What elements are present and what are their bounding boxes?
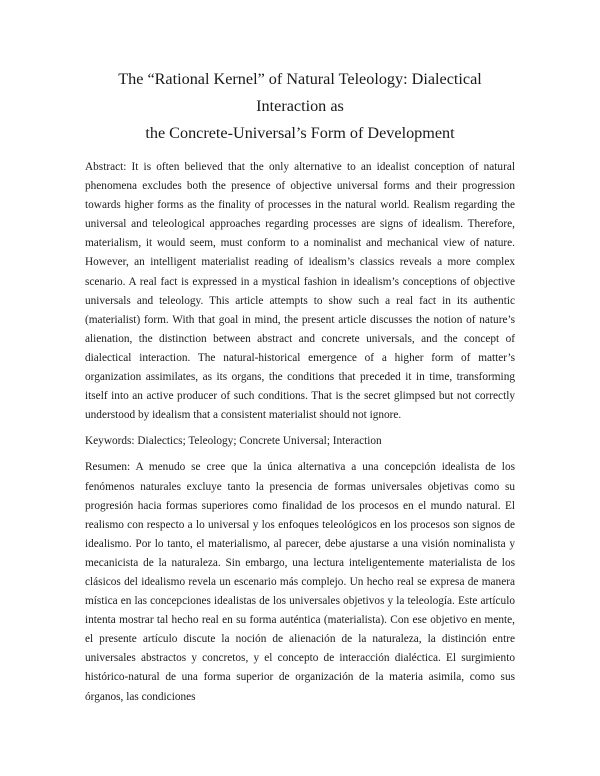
abstract-paragraph: Abstract: It is often believed that the only alternative to an idealist conception of natural phenomena excludes both the presence of objective universal forms and their progression towards higher forms as the finality of processes in the natural world. Realism regarding the universal and teleological approaches regarding processes are signs of idealism. Therefore, materialism, it would seem, must conform to a nominalist and mechanical view of nature. However, an intelligent materialist reading of idealism’s classics reveals a more complex scenario. A real fact is expressed in a mystical fashion in idealism’s conceptions of objective universals and teleology. This article attempts to show such a real fact in its authentic (materialist) form. With that goal in mind, the present article discusses the notion of nature’s alienation, the distinction between abstract and concrete universals, and the concept of dialectical interaction. The natural-historical emergence of a higher form of matter’s organization assimilates, as its organs, the conditions that preceded it in time, transforming itself into an active producer of such conditions. That is the secret glimpsed but not correctly understood by idealism that a consistent materialist should not ignore. (85, 161, 515, 422)
keywords-line: Keywords: Dialectics; Teleology; Concrete Universal; Interaction (85, 435, 382, 448)
title-line-2: the Concrete-Universal’s Form of Development (145, 124, 455, 142)
paper-title (85, 66, 515, 147)
title-line-1: The “Rational Kernel” of Natural Teleology: Dialectical Interaction as (118, 70, 482, 115)
resumen-paragraph: Resumen: A menudo se cree que la única alternativa a una concepción idealista de los fenómenos naturales excluye tanto la presencia de formas universales objetivas como su progresión hacia formas superiores como finalidad de los procesos en el mundo natural. El realismo con respecto a lo universal y los enfoques teleológicos en los procesos son signos de idealismo. Por lo tanto, el materialismo, al parecer, debe ajustarse a una visión nominalista y mecanicista de la naturaleza. Sin embargo, una lectura inteligentemente materialista de los clásicos del idealismo revela un escenario más complejo. Un hecho real se expresa de manera mística en las concepciones idealistas de los universales objetivos y la teleología. Este artículo intenta mostrar tal hecho real en su forma auténtica (materialista). Con ese objetivo en mente, el presente artículo discute la noción de alienación de la naturaleza, la distinción entre universales abstractos y concretos, y el concepto de interacción dialéctica. El surgimiento histórico-natural de una forma superior de organización de la materia asimila, como sus órganos, las condiciones (85, 461, 515, 703)
